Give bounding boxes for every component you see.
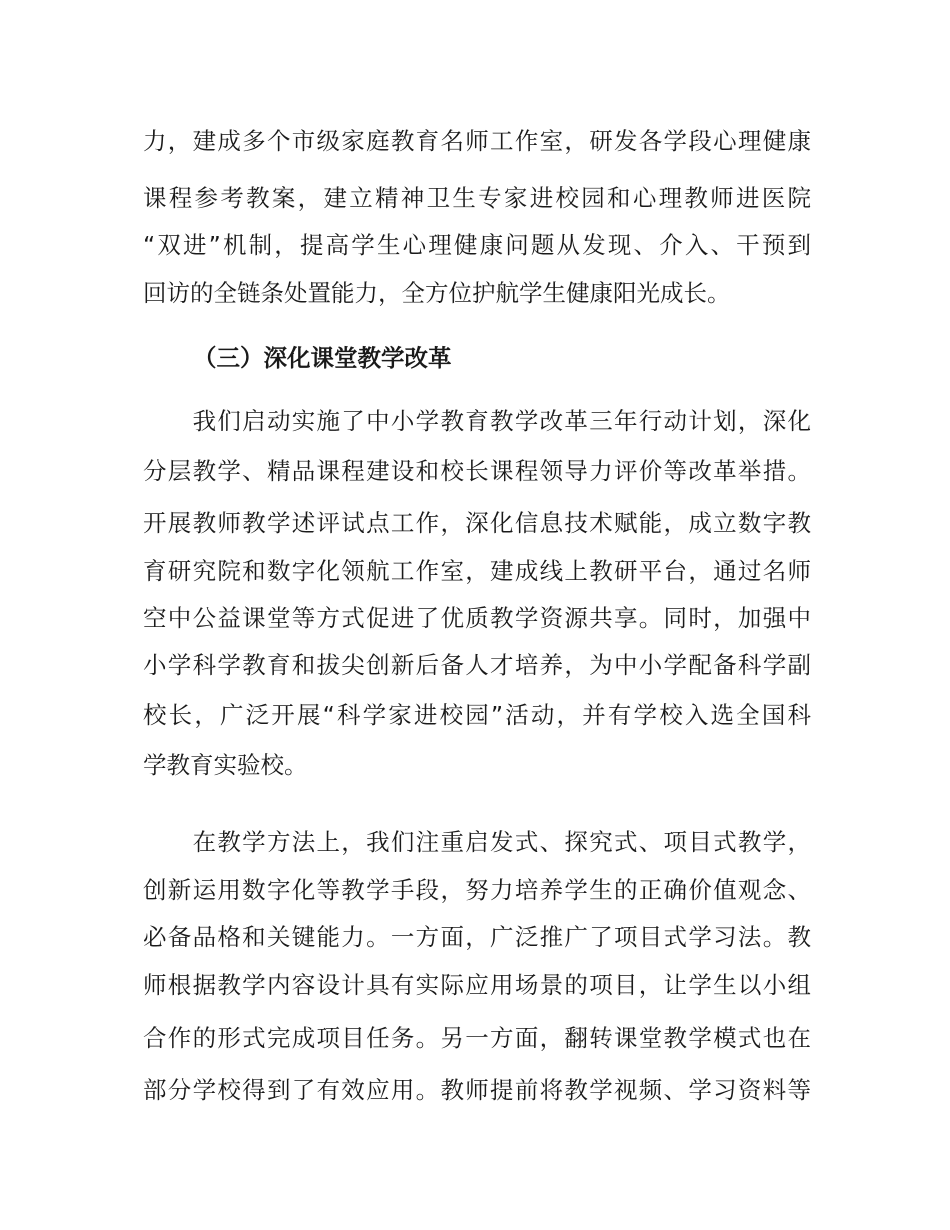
paragraph-3-line-2: 创新运用数字化等教学手段，努力培养学生的正确价值观念、 [143,876,811,904]
paragraph-2-line-1: 我们启动实施了中小学教育教学改革三年行动计划，深化 [143,407,811,435]
section-heading: （三）深化课堂教学改革 [193,344,452,372]
paragraph-2-line-3: 开展教师教学述评试点工作，深化信息技术赋能，成立数字教 [143,509,811,537]
paragraph-1-line-1: 力，建成多个市级家庭教育名师工作室，研发各学段心理健康 [143,127,811,155]
paragraph-2-line-5: 空中公益课堂等方式促进了优质教学资源共享。同时，加强中 [143,604,811,632]
paragraph-2-line-8: 学教育实验校。 [143,751,308,779]
paragraph-2-line-6: 小学科学教育和拔尖创新后备人才培养，为中小学配备科学副 [143,651,811,679]
paragraph-3-line-5: 合作的形式完成项目任务。另一方面，翻转课堂教学模式也在 [143,1024,811,1052]
paragraph-3-line-6: 部分学校得到了有效应用。教师提前将教学视频、学习资料等 [143,1076,811,1104]
paragraph-2-line-7: 校长，广泛开展“科学家进校园”活动，并有学校入选全国科 [143,701,811,729]
paragraph-2-line-2: 分层教学、精品课程建设和校长课程领导力评价等改革举措。 [143,457,811,485]
paragraph-1-line-3: “双进”机制，提高学生心理健康问题从发现、介入、干预到 [143,231,811,259]
paragraph-1-line-2: 课程参考教案，建立精神卫生专家进校园和心理教师进医院 [143,184,811,212]
paragraph-2-line-4: 育研究院和数字化领航工作室，建成线上教研平台，通过名师 [143,557,811,585]
paragraph-3-line-3: 必备品格和关键能力。一方面，广泛推广了项目式学习法。教 [143,923,811,951]
paragraph-3-line-1: 在教学方法上，我们注重启发式、探究式、项目式教学， [143,828,811,856]
paragraph-3-line-4: 师根据教学内容设计具有实际应用场景的项目，让学生以小组 [143,971,811,999]
paragraph-1-line-4: 回访的全链条处置能力，全方位护航学生健康阳光成长。 [143,279,731,307]
